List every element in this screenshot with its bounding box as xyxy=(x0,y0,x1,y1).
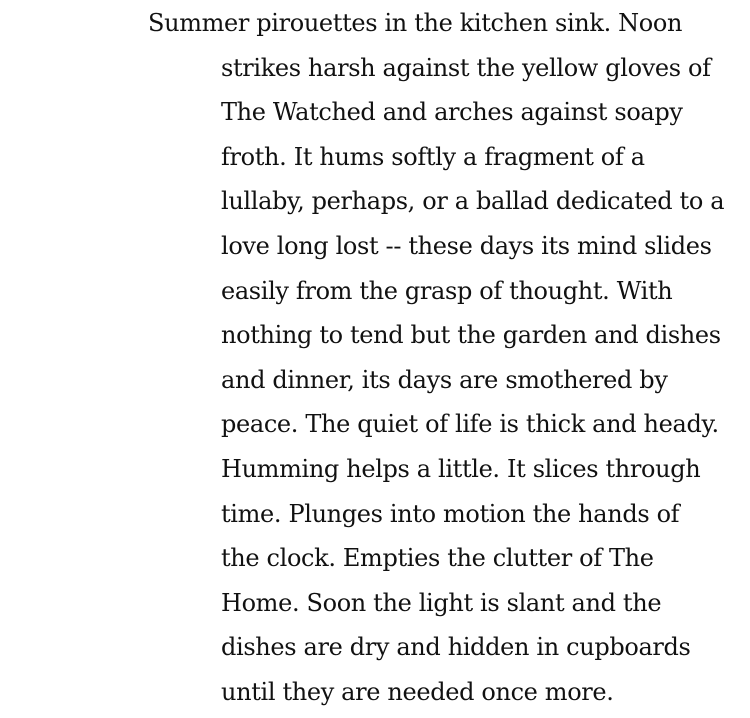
text-line: Summer pirouettes in the kitchen sink. Noon xyxy=(148,9,683,37)
text-line: peace. The quiet of life is thick and heady. xyxy=(221,410,719,439)
paragraph xyxy=(148,4,725,718)
text-line: lullaby, perhaps, or a ballad dedicated to a xyxy=(221,187,725,216)
text-line: strikes harsh against the yellow gloves of xyxy=(221,53,711,82)
text-line: love long lost -- these days its mind slides xyxy=(221,231,712,260)
text-line: the clock. Empties the clutter of The xyxy=(221,544,654,573)
text-line: froth. It hums softly a fragment of a xyxy=(221,142,645,171)
text-line: Humming helps a little. It slices through xyxy=(221,454,701,483)
text-line: time. Plunges into motion the hands of xyxy=(221,499,680,528)
text-line: until they are needed once more. xyxy=(221,677,614,706)
text-line: The Watched and arches against soapy xyxy=(221,98,683,127)
text-line: dishes are dry and hidden in cupboards xyxy=(221,633,691,662)
text-line: nothing to tend but the garden and dishes xyxy=(221,321,721,350)
text-line: and dinner, its days are smothered by xyxy=(221,365,668,394)
text-line: easily from the grasp of thought. With xyxy=(221,276,673,305)
text-line: Home. Soon the light is slant and the xyxy=(221,588,662,617)
